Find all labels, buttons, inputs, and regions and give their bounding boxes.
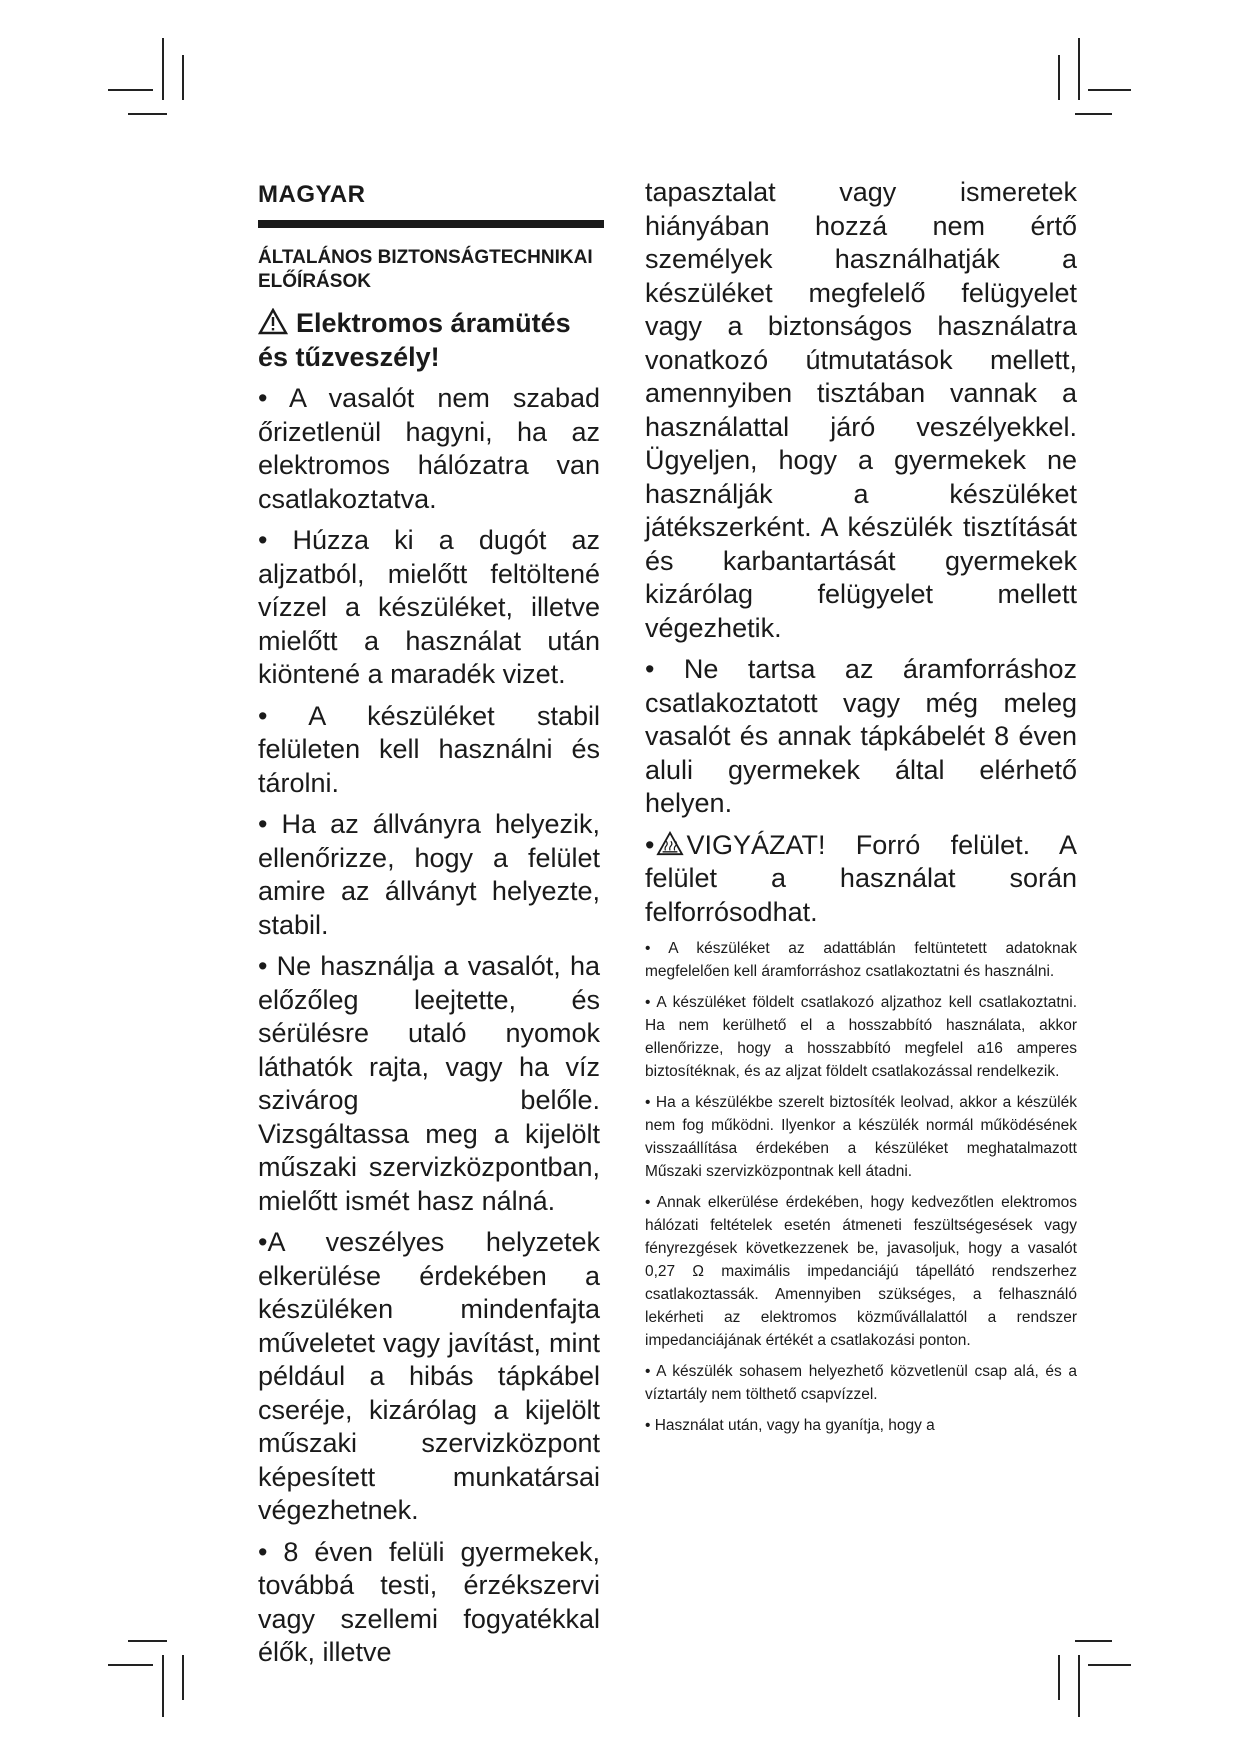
crop-mark: [1058, 1655, 1060, 1700]
crop-mark: [128, 113, 167, 115]
crop-mark: [1088, 1664, 1131, 1666]
caution-text: VIGYÁZAT! Forró felület. A felület a használat során felforrósodhat.: [645, 829, 1077, 927]
crop-mark: [1078, 1655, 1080, 1717]
crop-mark: [162, 38, 164, 100]
crop-mark: [1088, 89, 1131, 91]
language-heading: MAGYAR: [258, 181, 366, 208]
crop-mark: [162, 1655, 164, 1717]
crop-mark: [108, 89, 153, 91]
warning-heading-text: Elektromos áramütés és tűzveszély!: [258, 308, 571, 372]
hot-surface-warning-icon: [656, 831, 684, 856]
paragraph: • Ne tartsa az áramforráshoz csatlakoztatott vagy még meleg vasalót és annak tápkábelét 8 éven aluli gyermekek által elérhető helyen.: [645, 654, 1077, 818]
heading-rule: [258, 220, 604, 228]
small-paragraph: • Annak elkerülése érdekében, hogy kedvezőtlen elektromos hálózati feltételek esetén átmeneti feszültségesések vagy fényrezgések következzenek be, javasoljuk, hogy a vasalót 0,27 Ω maximális impedanciájú tápellátó rendszerhez csatlakoztassák. Amennyiben szükséges, a felhasználó lekérheti az elektromos közművállalattól a rendszer impedanciájának értékét a csatlakozási ponton.: [645, 1194, 1077, 1349]
warning-triangle-icon: [258, 308, 288, 335]
small-paragraph: • A készüléket az adattáblán feltüntetett adatoknak megfelelően kell áramforráshoz csatlakoztatni és használni.: [645, 940, 1077, 980]
small-paragraph: • Ha a készülékbe szerelt biztosíték leolvad, akkor a készülék nem fog működni. Ilyenkor a készülék normál működésének visszaállítása érdekében a készüléket meghatalmazott Műszaki szervizközpontnak kell átadni.: [645, 1094, 1077, 1180]
paragraph: • 8 éven felüli gyermekek, továbbá testi, érzékszervi vagy szellemi fogyatékkal élők, illetve: [258, 1536, 600, 1667]
paragraph: • Ha az állványra helyezik, ellenőrizze, hogy a felület amire az állványt helyezte, stabil.: [258, 809, 600, 940]
crop-mark: [1078, 38, 1080, 100]
paragraph: • Ne használja a vasalót, ha előzőleg leejtette, és sérülésre utaló nyomok láthatók rajta, vagy ha víz szivárog belőle. Vizsgáltassa meg a kijelölt műszaki szervizközpontban, mielőtt ismét hasz nálná.: [258, 951, 600, 1216]
crop-mark: [182, 1655, 184, 1700]
paragraph: •A veszélyes helyzetek elkerülése érdekében a készüléken mindenfajta műveletet vagy javítást, mint például a hibás tápkábel cseréje, kizárólag a kijelölt műszaki szervizközpont képesített munkatársai végezhetnek.: [258, 1227, 600, 1525]
crop-mark: [128, 1640, 167, 1642]
crop-mark: [108, 1664, 153, 1666]
paragraph: • A készüléket stabil felületen kell használni és tárolni.: [258, 700, 600, 798]
crop-mark: [182, 55, 184, 100]
crop-mark: [1075, 113, 1112, 115]
paragraph: • A vasalót nem szabad őrizetlenül hagyni, ha az elektromos hálózatra van csatlakoztatva.: [258, 383, 600, 514]
right-column: [645, 177, 1077, 1445]
paragraph: tapasztalat vagy ismeretek hiányában hozzá nem értő személyek használhatják a készüléket megfelelő felügyelet vagy a biztonságos használatra vonatkozó útmutatások mellett, amennyiben tisztában vannak a használattal járó veszélyekkel. Ügyeljen, hogy a gyermekek ne használják a készüléket játékszerként. A készülék tisztítását és karbantartását gyermekek kizárólag felügyelet mellett végezhetik.: [645, 177, 1077, 643]
small-paragraph: • A készüléket földelt csatlakozó aljzathoz kell csatlakoztatni. Ha nem kerülhető el a hosszabbító használata, akkor ellenőrizze, hogy a hosszabbító megfelel a16 amperes biztosítéknak, és az aljzat földelt csatlakozással rendelkezik.: [645, 994, 1077, 1080]
section-title: ÁLTALÁNOS BIZTONSÁGTECHNIKAI ELŐÍRÁSOK: [258, 247, 593, 292]
crop-mark: [1058, 55, 1060, 100]
small-paragraph: • A készülék sohasem helyezhető közvetlenül csap alá, és a víztartály nem tölthető csapvízzel.: [645, 1363, 1077, 1403]
small-paragraph: • Használat után, vagy ha gyanítja, hogy a: [645, 1417, 935, 1434]
caution-bullet: •: [645, 829, 655, 860]
left-column: [258, 180, 600, 1678]
crop-mark: [1075, 1640, 1112, 1642]
paragraph: • Húzza ki a dugót az aljzatból, mielőtt feltöltené vízzel a készüléket, illetve mielőtt a használat után kiöntené a maradék vizet.: [258, 525, 600, 689]
caution-paragraph: [645, 829, 1077, 930]
warning-heading: [258, 306, 600, 374]
